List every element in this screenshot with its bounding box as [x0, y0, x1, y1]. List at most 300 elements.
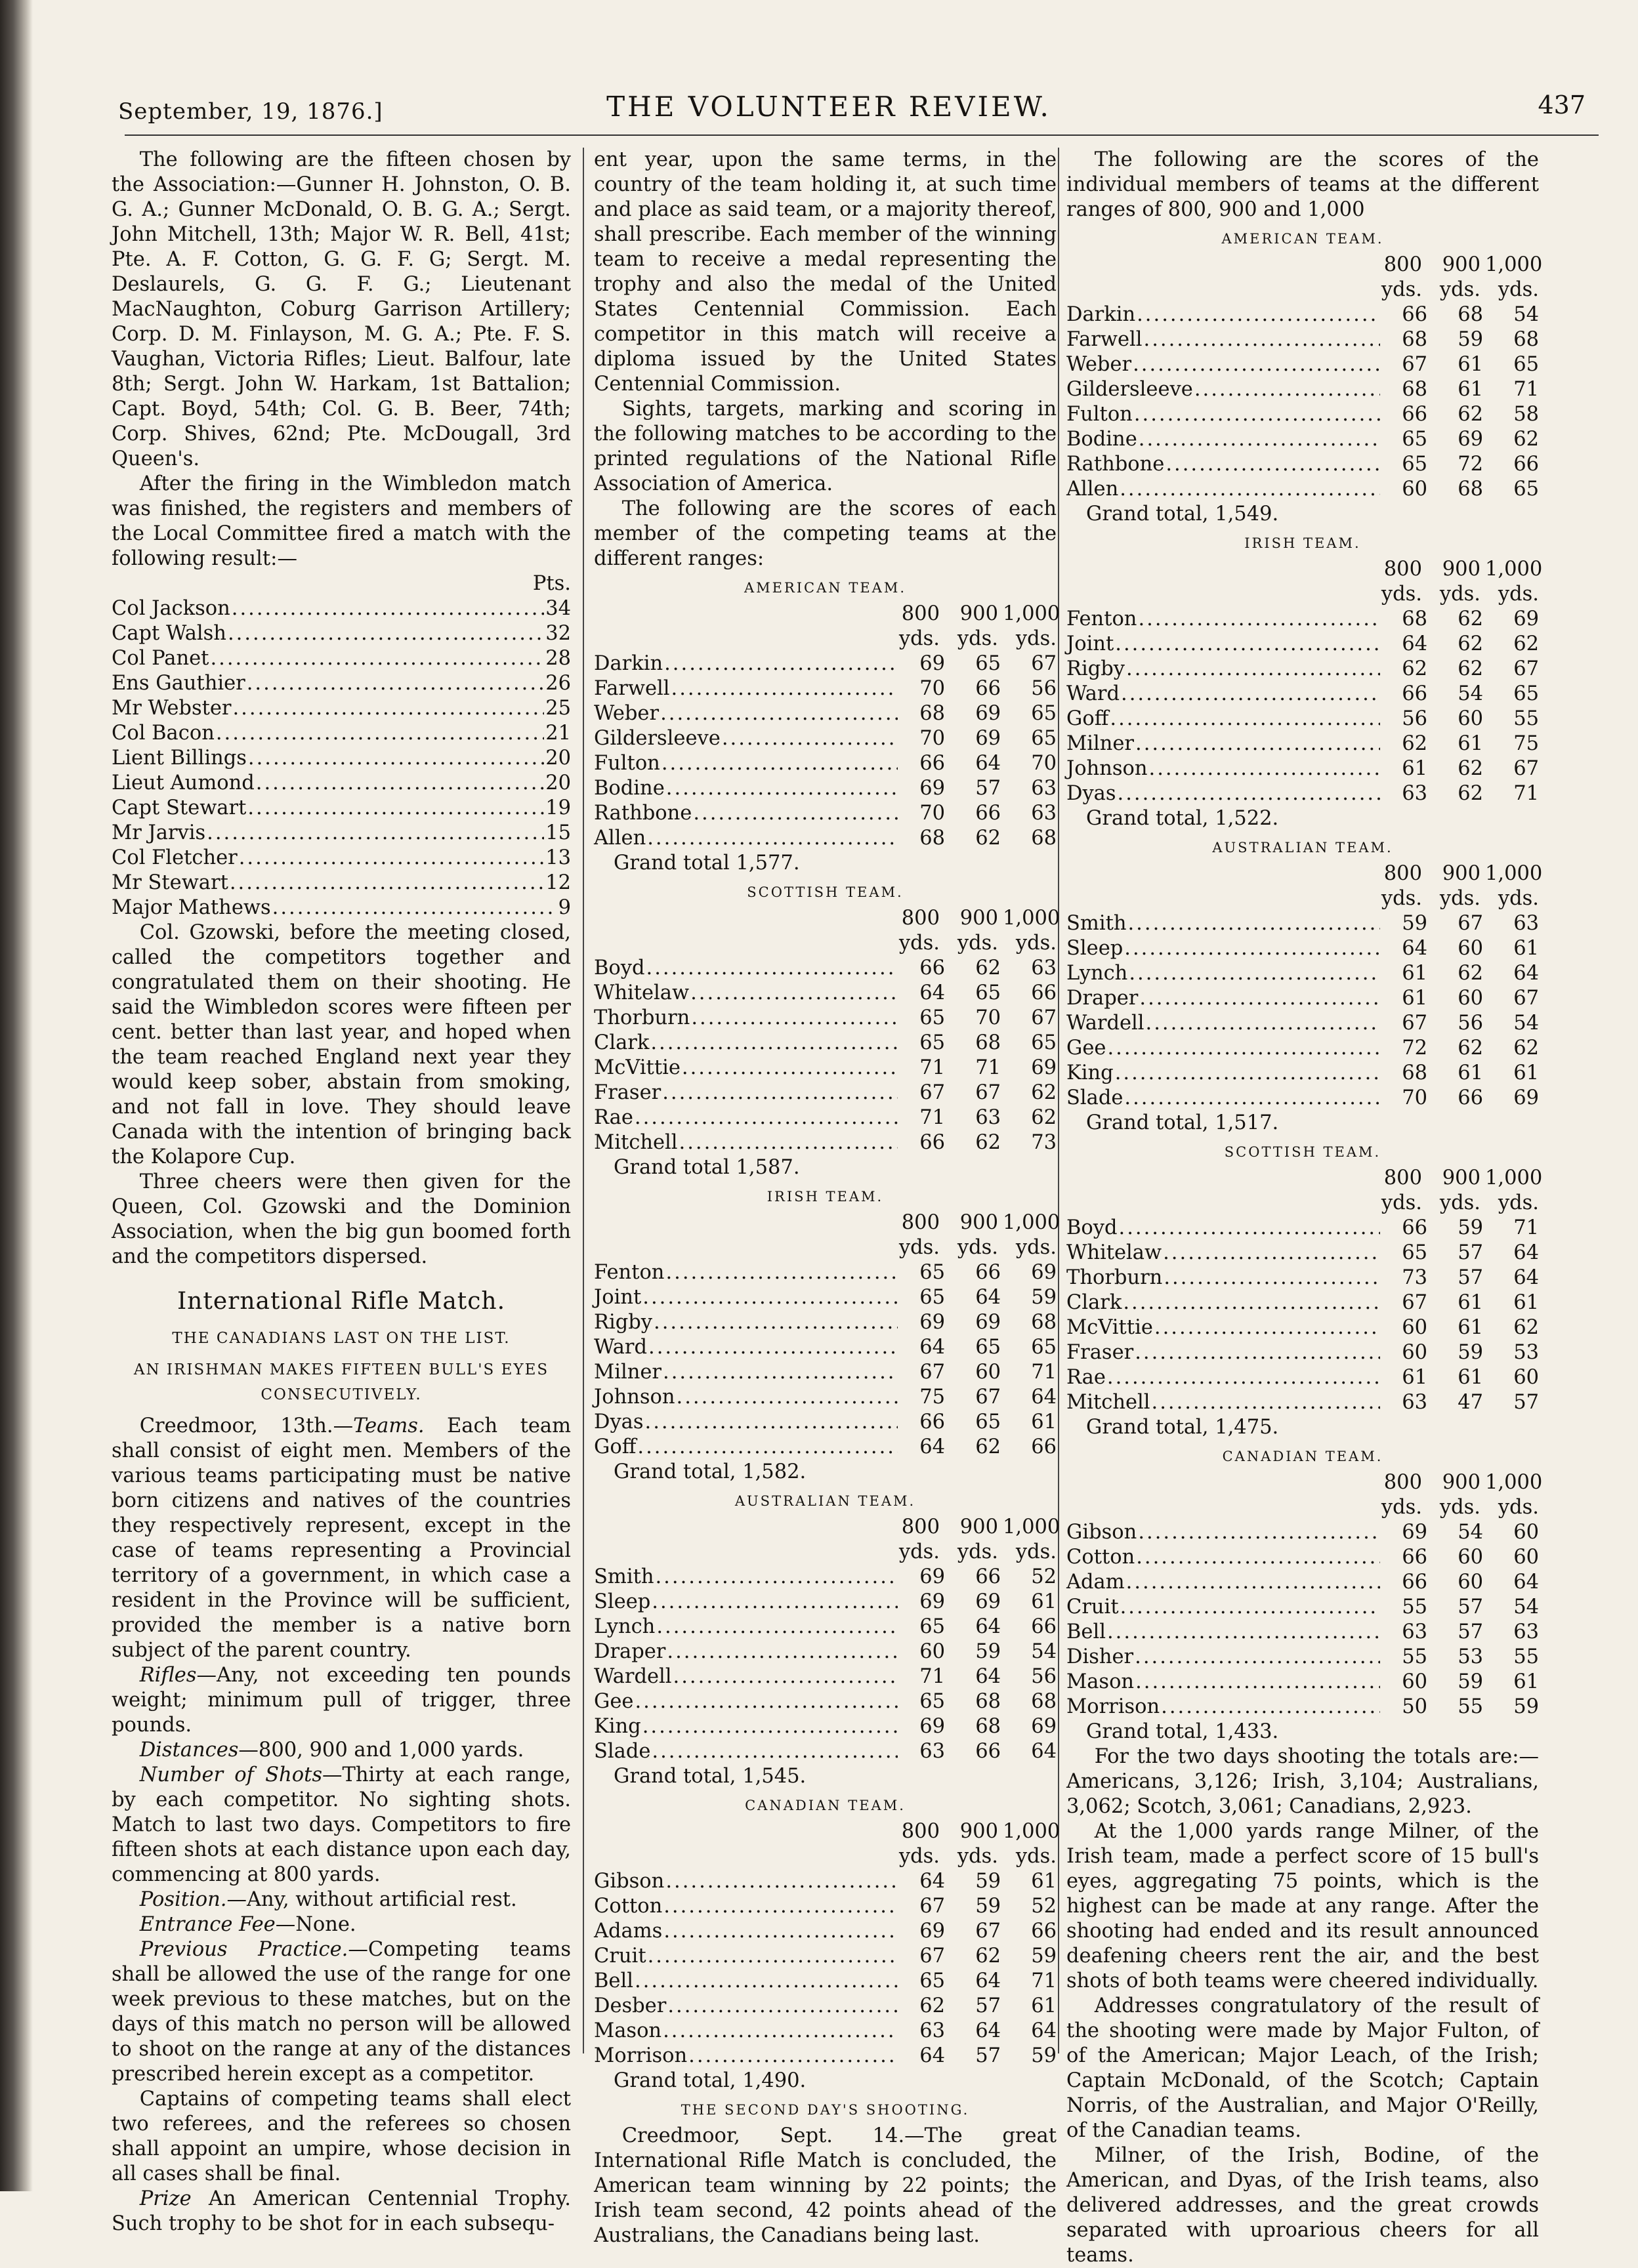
score-900: 67: [975, 1920, 1001, 1943]
score-800: 67: [919, 1361, 945, 1384]
range-1000: 1,000: [1485, 1471, 1543, 1494]
yards-unit: yds.: [1015, 932, 1057, 955]
first-day-team-scores: [594, 575, 1060, 2093]
leader-dots: [673, 1664, 898, 1689]
member-score-row: [594, 1969, 1057, 1994]
score-900: 69: [975, 1311, 1001, 1334]
score-1000: 64: [1513, 962, 1539, 985]
score-1000: 71: [1513, 782, 1539, 805]
range-800: 800: [1383, 253, 1422, 276]
member-score-row: [1066, 707, 1539, 732]
range-scores: [1381, 477, 1539, 502]
competitor-name: Mr Stewart: [112, 871, 228, 894]
score-1000: 71: [1513, 1216, 1539, 1239]
member-name: Boyd: [594, 957, 645, 979]
member-score-row: [594, 1869, 1057, 1894]
leader-dots: [666, 776, 898, 801]
leader-dots: [1134, 402, 1380, 427]
leader-dots: [248, 746, 544, 771]
score-900: 53: [1458, 1645, 1483, 1668]
score-900: 62: [975, 827, 1001, 850]
range-scores: [1381, 1061, 1539, 1086]
range-1000: 1,000: [1485, 1166, 1543, 1189]
score-1000: 65: [1031, 1336, 1057, 1359]
leader-dots: [1115, 1061, 1380, 1086]
team-table: [594, 1793, 1060, 2093]
member-score-row: [1066, 732, 1539, 756]
competitor-name: Col Bacon: [112, 722, 215, 745]
range-scores: [1381, 1570, 1539, 1595]
score-800: 68: [1402, 1062, 1427, 1084]
score-800: 61: [1402, 962, 1427, 985]
member-name: Thorburn: [1066, 1266, 1163, 1289]
score-1000: 68: [1513, 328, 1539, 351]
score-1000: 58: [1513, 403, 1539, 426]
range-scores: [1381, 302, 1539, 327]
score-900: 67: [1458, 912, 1483, 935]
column-2: [594, 148, 1060, 2247]
score-900: 57: [1458, 1241, 1483, 1264]
score-900: 68: [1458, 303, 1483, 326]
score-900: 60: [1458, 937, 1483, 960]
member-name: Joint: [1066, 632, 1114, 655]
score-900: 57: [975, 777, 1001, 800]
score-900: 62: [975, 1435, 1001, 1458]
range-scores: [1381, 1595, 1539, 1620]
range-scores: [899, 776, 1057, 801]
score-900: 59: [975, 1895, 1001, 1918]
score-800: 66: [1402, 303, 1427, 326]
member-score-row: [1066, 756, 1539, 781]
range-unit-header: [594, 931, 1057, 956]
column-1: [112, 148, 571, 2235]
score-800: 75: [919, 1386, 945, 1409]
member-name: Cotton: [1066, 1546, 1135, 1569]
score-800: 67: [1402, 1291, 1427, 1314]
score-800: 67: [919, 1945, 945, 1968]
yards-unit: yds.: [1015, 1236, 1057, 1259]
range-scores: [1381, 732, 1539, 756]
leader-dots: [635, 1689, 898, 1714]
yards-unit: yds.: [1498, 1496, 1539, 1519]
team-table: [1066, 531, 1543, 831]
score-900: 61: [1458, 1366, 1483, 1389]
range-scores: [1381, 1086, 1539, 1111]
score-800: 63: [1402, 782, 1427, 805]
score-800: 69: [919, 1920, 945, 1943]
yards-unit: yds.: [898, 1845, 940, 1868]
member-name: Boyd: [1066, 1216, 1118, 1239]
paragraph: Position.—Any, without artificial rest.: [139, 1888, 517, 1911]
range-unit-header: [1066, 1191, 1539, 1216]
score-900: 69: [975, 727, 1001, 750]
range-900: 900: [1442, 1471, 1480, 1494]
score-1000: 59: [1513, 1695, 1539, 1718]
member-score-row: [594, 1360, 1057, 1385]
range-header: [594, 1210, 1060, 1235]
range-scores: [1381, 1545, 1539, 1570]
range-800: 800: [1383, 862, 1422, 885]
score-1000: 61: [1031, 1411, 1057, 1433]
score-800: 64: [919, 2044, 945, 2067]
leader-dots: [1144, 327, 1380, 352]
column-3: [1066, 148, 1543, 2267]
score-1000: 61: [1513, 1062, 1539, 1084]
grand-total: Grand total, 1,582.: [614, 1460, 807, 1483]
score-900: 60: [1458, 987, 1483, 1010]
score-1000: 68: [1031, 1311, 1057, 1334]
score-1000: 56: [1031, 677, 1057, 700]
member-name: Gildersleeve: [1066, 378, 1193, 401]
member-name: Rigby: [594, 1311, 652, 1334]
member-score-row: [594, 1435, 1057, 1460]
member-score-row: [594, 1310, 1057, 1335]
range-scores: [1381, 1241, 1539, 1266]
member-score-row: [594, 1994, 1057, 2019]
range-scores: [1381, 1266, 1539, 1290]
points-value: 26: [545, 672, 571, 695]
score-800: 68: [1402, 608, 1427, 630]
score-1000: 66: [1031, 1615, 1057, 1638]
range-800: 800: [901, 1820, 940, 1843]
score-800: 55: [1402, 1645, 1427, 1668]
member-name: McVittie: [594, 1056, 681, 1079]
range-unit-header: [1066, 582, 1539, 607]
member-name: Goff: [1066, 707, 1109, 730]
member-name: Joint: [594, 1286, 642, 1309]
points-value: 12: [545, 871, 571, 894]
paragraph: ent year, upon the same terms, in the country of the team holding it, at such time and place as said team, or a majority thereof, shall prescribe. Each member of the winning team to receive a medal representing the trophy and also the medal of the United States Centennial Commission. Each competitor in this match will receive a diploma issued by the United States Centennial Commission.: [594, 148, 1057, 396]
leader-dots: [663, 1919, 898, 1944]
range-scores: [1381, 1340, 1539, 1365]
member-score-row: [594, 701, 1057, 726]
member-score-row: [1066, 1086, 1539, 1111]
range-900: 900: [1442, 253, 1480, 276]
member-score-row: [1066, 452, 1539, 477]
leader-dots: [647, 826, 898, 851]
paragraph: Addresses congratulatory of the result of the shooting were made by Major Fulton, of of the American; Major Leach, of the Irish; Captain McDonald, of the Scotch; Captain Norris, of the Australian, and Major O'Reilly, of the Canadian teams.: [1066, 1994, 1539, 2142]
member-name: Smith: [594, 1565, 654, 1588]
range-scores: [1381, 936, 1539, 961]
score-1000: 67: [1513, 757, 1539, 780]
member-name: Gee: [594, 1690, 634, 1713]
score-1000: 61: [1513, 1670, 1539, 1693]
leader-dots: [1164, 1266, 1380, 1290]
score-1000: 56: [1031, 1665, 1057, 1688]
range-scores: [1381, 781, 1539, 806]
yards-unit: yds.: [1015, 1845, 1057, 1868]
score-900: 59: [1458, 1216, 1483, 1239]
member-name: Gibson: [594, 1870, 665, 1893]
points-value: 9: [558, 896, 571, 919]
yards-unit: yds.: [1498, 278, 1539, 301]
score-800: 61: [1402, 987, 1427, 1010]
member-score-row: [594, 1031, 1057, 1056]
member-name: Morrison: [1066, 1695, 1160, 1718]
member-name: King: [594, 1715, 641, 1738]
leader-dots: [648, 1944, 898, 1969]
range-unit-header: [594, 1540, 1057, 1565]
score-1000: 63: [1031, 957, 1057, 979]
member-score-row: [594, 1081, 1057, 1105]
leader-dots: [648, 1335, 898, 1360]
member-name: Weber: [594, 702, 660, 725]
score-900: 62: [975, 1131, 1001, 1154]
yards-unit: yds.: [1381, 887, 1422, 910]
member-name: Milner: [594, 1361, 662, 1384]
team-table: [1066, 835, 1543, 1136]
range-unit-header: [594, 627, 1057, 651]
score-900: 66: [975, 802, 1001, 825]
team-heading: CANADIAN TEAM.: [745, 1798, 906, 1813]
score-1000: 62: [1031, 1081, 1057, 1104]
points-value: 34: [545, 597, 571, 620]
team-heading: SCOTTISH TEAM.: [747, 884, 904, 900]
score-900: 60: [1458, 1571, 1483, 1594]
range-scores: [1381, 377, 1539, 402]
grand-total: Grand total 1,577.: [614, 852, 800, 875]
member-score-row: [1066, 1036, 1539, 1061]
range-scores: [1381, 607, 1539, 632]
score-1000: 75: [1513, 732, 1539, 755]
range-scores: [1381, 427, 1539, 452]
member-name: Fenton: [1066, 608, 1137, 630]
grand-total: Grand total, 1,433.: [1086, 1720, 1279, 1743]
score-900: 61: [1458, 378, 1483, 401]
member-score-row: [1066, 1011, 1539, 1036]
score-1000: 59: [1031, 2044, 1057, 2067]
score-row: [112, 671, 571, 696]
score-1000: 63: [1513, 1620, 1539, 1643]
leader-dots: [1135, 732, 1380, 756]
range-scores: [899, 1130, 1057, 1155]
leader-dots: [1136, 1545, 1380, 1570]
paragraph: The following are the fifteen chosen by the Association:—Gunner H. Johnston, O. B. G. A.; Gunner McDonald, O. B. G. A.; Sergt. John Mitchell, 13th; Major W. R. Bell, 41st; Pte. A. F. Cotton, G. G. F. G; Sergt. M. Deslaurels, G. G. F. G.; Lieutenant MacNaughton, Coburg Garrison Artillery; Corp. D. M. Finlayson, M. G. A.; Pte. F. S. Vaughan, Victoria Rifles; Lieut. Balfour, late 8th; Sergt. John W. Harkam, 1st Battalion; Capt. Boyd, 54th; Col. G. B. Beer, 74th; Corp. Shives, 62nd; Pte. McDougall, 3rd Queen's.: [112, 148, 571, 470]
member-score-row: [594, 676, 1057, 701]
member-name: Bell: [594, 1969, 633, 1992]
member-score-row: [594, 1689, 1057, 1714]
member-score-row: [594, 981, 1057, 1006]
range-1000: 1,000: [1485, 558, 1543, 581]
member-name: Clark: [594, 1031, 650, 1054]
leader-dots: [247, 796, 544, 821]
leader-dots: [1138, 1520, 1380, 1545]
member-score-row: [594, 1105, 1057, 1130]
member-score-row: [594, 1615, 1057, 1639]
range-scores: [1381, 961, 1539, 986]
range-1000: 1,000: [1485, 253, 1543, 276]
leader-dots: [655, 1565, 898, 1590]
yards-unit: yds.: [957, 1236, 998, 1259]
score-800: 71: [919, 1665, 945, 1688]
range-header: [1066, 253, 1543, 278]
leader-dots: [693, 801, 898, 826]
paragraph: Prize An American Centennial Trophy. Such trophy to be shot for in each subsequ-: [112, 2187, 571, 2235]
range-header: [1066, 1166, 1543, 1191]
member-name: Milner: [1066, 732, 1135, 755]
score-900: 62: [975, 957, 1001, 979]
score-800: 69: [1402, 1521, 1427, 1544]
score-1000: 64: [1031, 1386, 1057, 1409]
score-800: 69: [919, 1715, 945, 1738]
member-name: Darkin: [1066, 303, 1136, 326]
member-score-row: [594, 1894, 1057, 1919]
member-score-row: [1066, 607, 1539, 632]
member-name: Disher: [1066, 1645, 1134, 1668]
yards-unit: yds.: [1498, 1191, 1539, 1214]
leader-dots: [1121, 682, 1380, 707]
score-1000: 57: [1513, 1391, 1539, 1414]
score-900: 67: [975, 1386, 1001, 1409]
score-900: 66: [975, 677, 1001, 700]
member-score-row: [594, 801, 1057, 826]
second-day-team-scores: [1066, 226, 1543, 1744]
score-900: 71: [975, 1056, 1001, 1079]
range-900: 900: [959, 907, 998, 930]
score-800: 65: [919, 1615, 945, 1638]
member-score-row: [594, 651, 1057, 676]
score-1000: 67: [1031, 1006, 1057, 1029]
score-1000: 69: [1513, 1086, 1539, 1109]
member-score-row: [1066, 377, 1539, 402]
range-scores: [899, 1739, 1057, 1764]
score-800: 64: [1402, 632, 1427, 655]
range-scores: [899, 1360, 1057, 1385]
range-header: [594, 906, 1060, 931]
score-900: 57: [1458, 1620, 1483, 1643]
member-name: Adam: [1066, 1571, 1125, 1594]
member-name: Fulton: [594, 752, 660, 775]
score-800: 62: [919, 1994, 945, 2017]
score-800: 68: [1402, 378, 1427, 401]
team-table: [1066, 226, 1543, 527]
score-900: 62: [1458, 782, 1483, 805]
competitor-name: Capt Walsh: [112, 622, 226, 645]
leader-dots: [239, 846, 544, 871]
team-heading: AMERICAN TEAM.: [1221, 231, 1384, 247]
score-1000: 54: [1513, 303, 1539, 326]
member-name: Allen: [1066, 478, 1119, 501]
range-800: 800: [1383, 558, 1422, 581]
range-scores: [1381, 1620, 1539, 1645]
score-row: [112, 871, 571, 896]
range-scores: [1381, 632, 1539, 657]
score-row: [112, 796, 571, 821]
score-900: 57: [1458, 1596, 1483, 1619]
range-900: 900: [959, 602, 998, 625]
member-score-row: [594, 826, 1057, 851]
score-1000: 65: [1513, 682, 1539, 705]
score-1000: 69: [1513, 608, 1539, 630]
member-name: Adams: [594, 1920, 663, 1943]
paragraph: For the two days shooting the totals are:—Americans, 3,126; Irish, 3,104; Australians, 3,062; Scotch, 3,061; Canadians, 2,923.: [1066, 1745, 1539, 1818]
score-900: 66: [975, 1261, 1001, 1284]
score-1000: 64: [1513, 1266, 1539, 1289]
score-800: 70: [919, 802, 945, 825]
range-scores: [899, 1006, 1057, 1031]
leader-dots: [232, 596, 544, 621]
score-1000: 53: [1513, 1341, 1539, 1364]
range-scores: [899, 1081, 1057, 1105]
issue-date: September, 19, 1876.]: [118, 98, 383, 125]
leader-dots: [1127, 911, 1380, 936]
leader-dots: [1115, 632, 1380, 657]
score-900: 62: [975, 1945, 1001, 1968]
leader-dots: [1139, 427, 1380, 452]
range-scores: [1381, 1670, 1539, 1695]
paragraph: Number of Shots—Thirty at each range, by each competitor. No sighting shots. Match to last two days. Competitors to fire fifteen shots at each distance upon each day, commencing at 800 yards.: [112, 1763, 571, 1886]
range-scores: [1381, 986, 1539, 1011]
member-score-row: [1066, 1241, 1539, 1266]
leader-dots: [642, 1285, 898, 1310]
member-name: Johnson: [594, 1386, 675, 1409]
member-name: McVittie: [1066, 1316, 1153, 1339]
member-score-row: [1066, 1645, 1539, 1670]
score-800: 64: [919, 981, 945, 1004]
member-name: Cotton: [594, 1895, 663, 1918]
local-committee-scores: [112, 596, 571, 920]
score-900: 61: [1458, 353, 1483, 376]
member-name: Draper: [1066, 987, 1139, 1010]
score-900: 68: [975, 1031, 1001, 1054]
leader-dots: [1120, 1595, 1380, 1620]
range-scores: [899, 1031, 1057, 1056]
score-800: 59: [1402, 912, 1427, 935]
paragraph: Distances—800, 900 and 1,000 yards.: [139, 1739, 524, 1762]
score-1000: 59: [1031, 1945, 1057, 1968]
score-800: 65: [919, 1690, 945, 1713]
member-name: Rathbone: [594, 802, 692, 825]
member-name: Whitelaw: [1066, 1241, 1162, 1264]
score-1000: 65: [1031, 702, 1057, 725]
column-rule-1: [583, 148, 584, 2053]
score-900: 67: [975, 1081, 1001, 1104]
member-name: Dyas: [1066, 782, 1116, 805]
leader-dots: [1135, 1340, 1380, 1365]
member-name: Goff: [594, 1435, 637, 1458]
leader-dots: [671, 676, 898, 701]
range-scores: [899, 1260, 1057, 1285]
member-name: Desber: [594, 1994, 667, 2017]
score-row: [112, 696, 571, 721]
leader-dots: [216, 721, 544, 746]
range-unit-header: [594, 1844, 1057, 1869]
member-score-row: [594, 1590, 1057, 1615]
score-1000: 65: [1513, 478, 1539, 501]
score-900: 65: [975, 981, 1001, 1004]
team-heading: SCOTTISH TEAM.: [1224, 1144, 1381, 1160]
score-800: 65: [919, 1006, 945, 1029]
score-800: 69: [919, 1311, 945, 1334]
member-score-row: [594, 2019, 1057, 2044]
score-1000: 65: [1513, 353, 1539, 376]
score-800: 63: [1402, 1391, 1427, 1414]
yards-unit: yds.: [1381, 583, 1422, 606]
member-score-row: [594, 726, 1057, 751]
score-800: 69: [919, 1565, 945, 1588]
score-800: 68: [919, 702, 945, 725]
leader-dots: [207, 821, 544, 846]
range-scores: [899, 1056, 1057, 1081]
member-name: Mitchell: [1066, 1391, 1150, 1414]
member-name: Sleep: [594, 1590, 651, 1613]
page-number: 437: [1538, 91, 1586, 119]
score-800: 67: [919, 1081, 945, 1104]
member-score-row: [594, 1130, 1057, 1155]
member-name: Darkin: [594, 652, 663, 675]
score-900: 59: [1458, 1670, 1483, 1693]
range-scores: [1381, 707, 1539, 732]
